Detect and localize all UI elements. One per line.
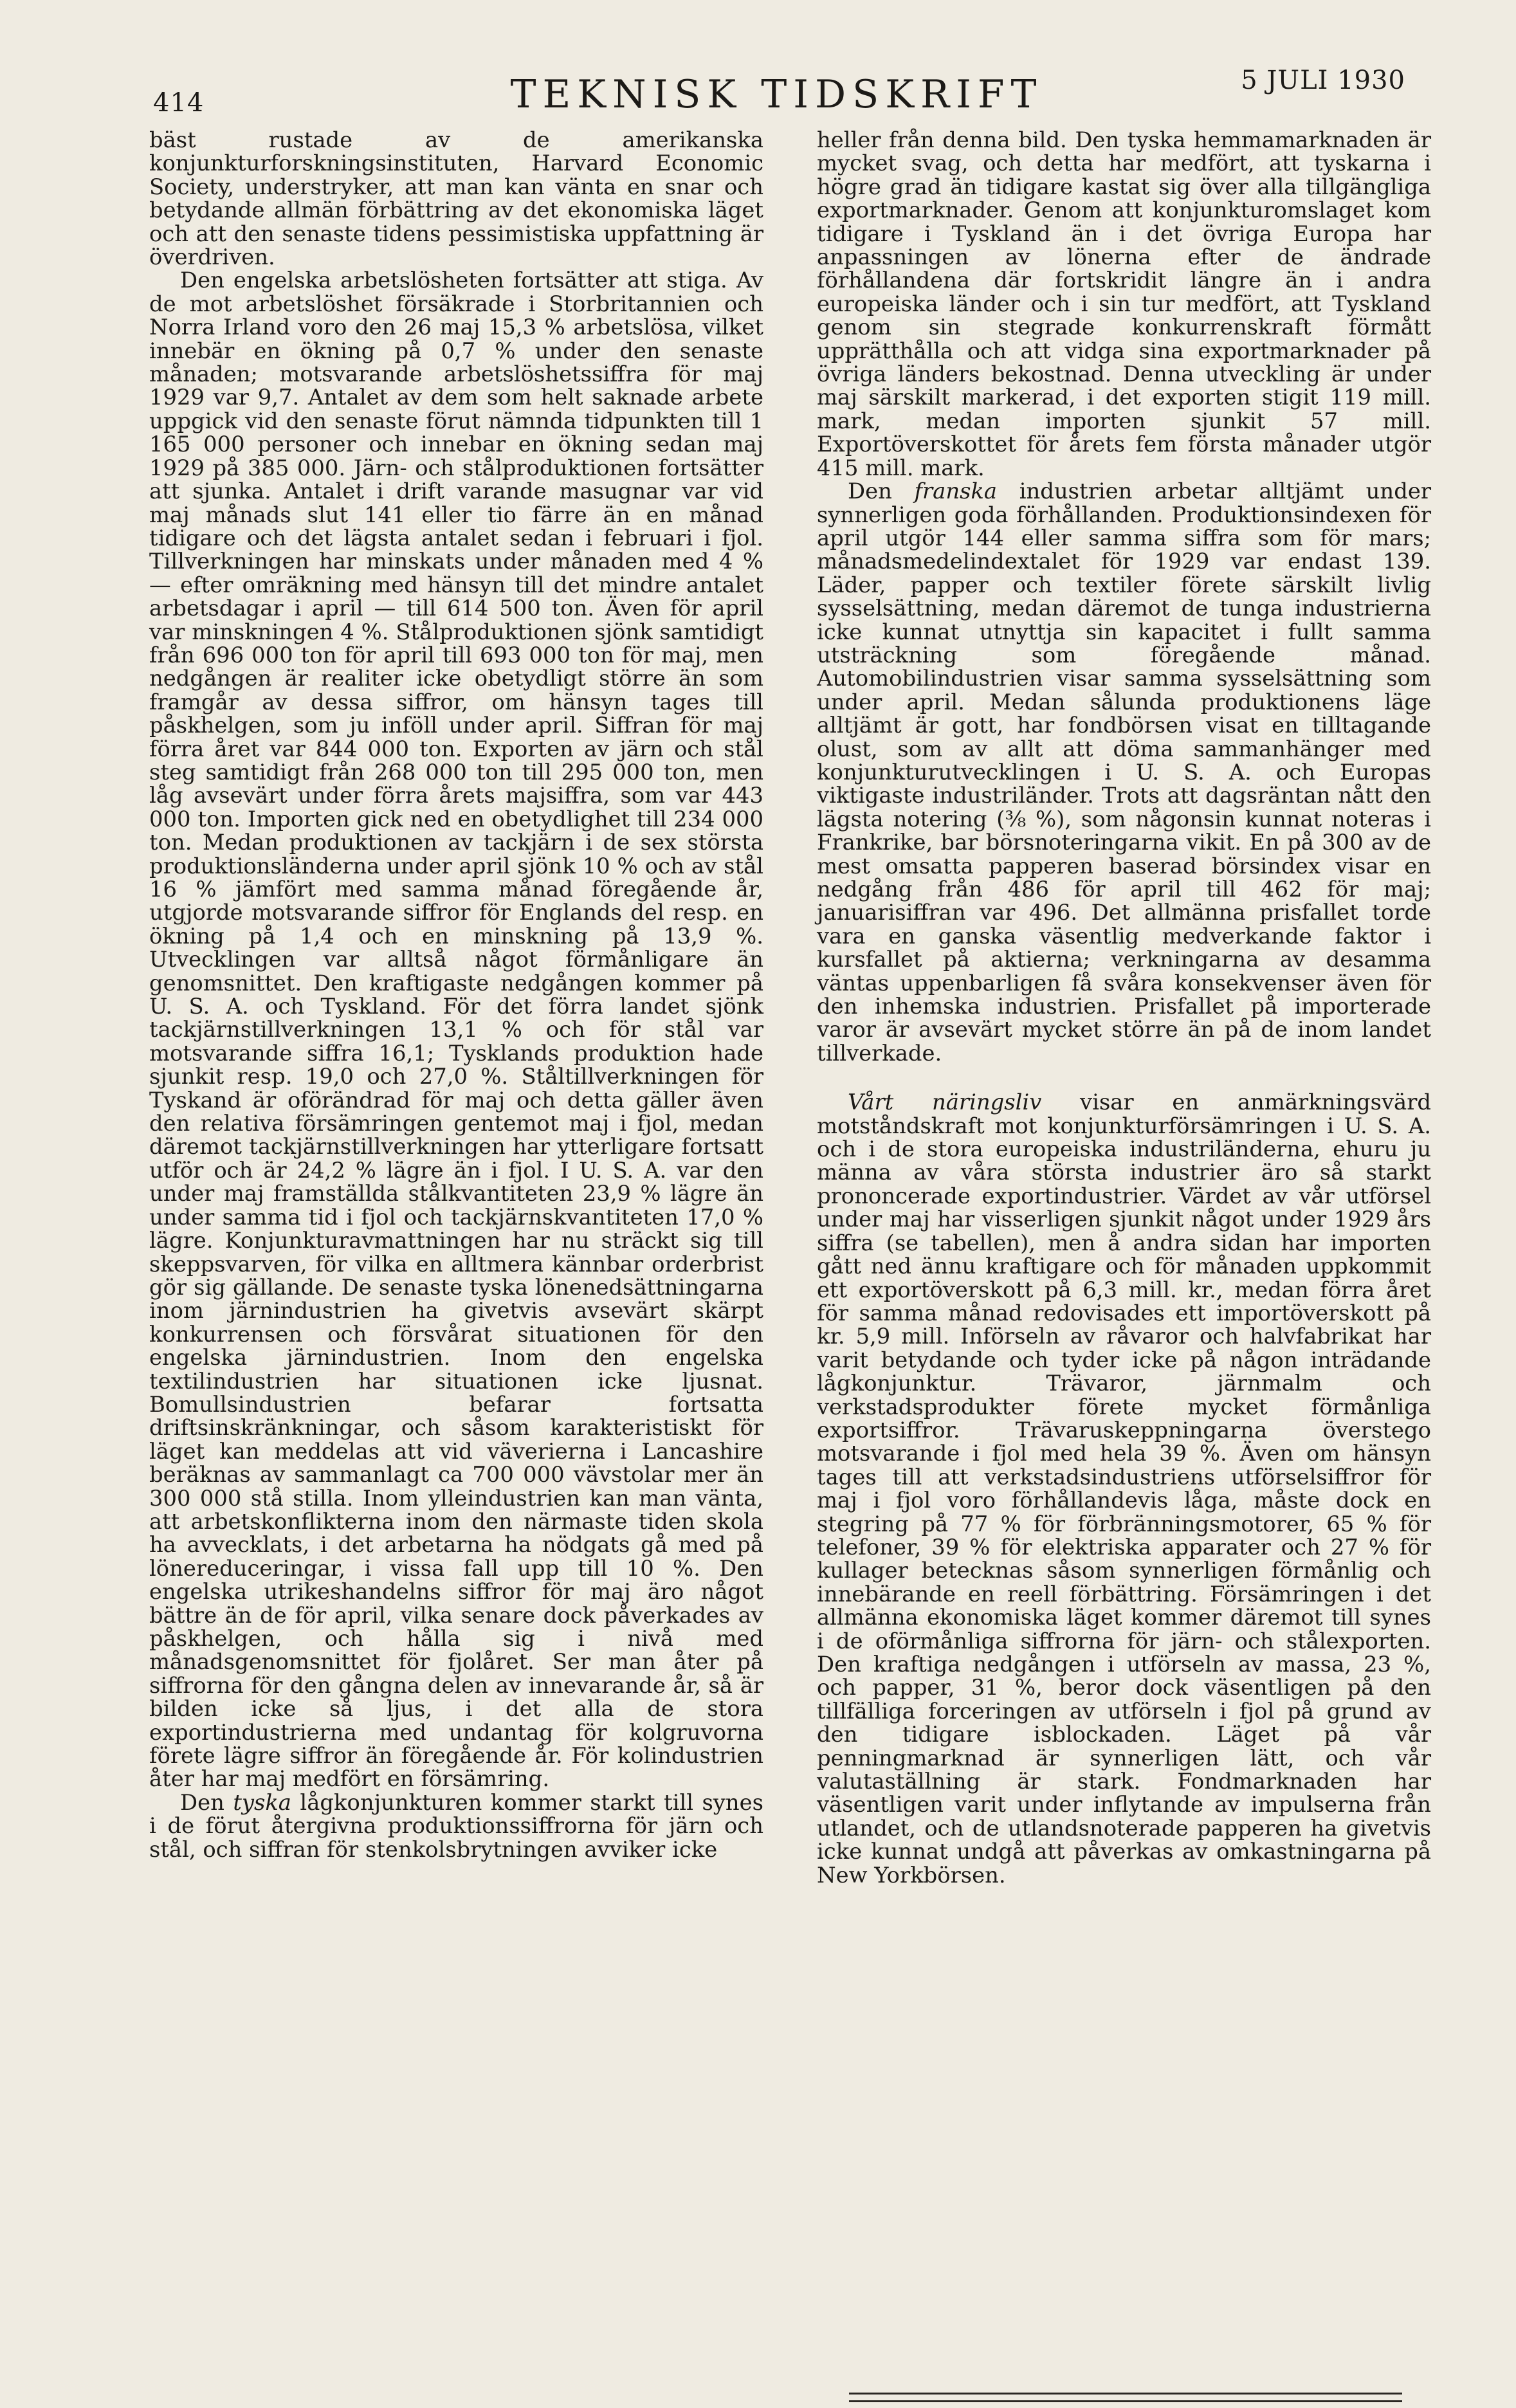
right-column bbox=[817, 129, 1431, 1887]
paragraph-swedish-economy bbox=[817, 1091, 1431, 1887]
journal-title: TEKNISK TIDSKRIFT bbox=[510, 72, 1043, 117]
paragraph-german-slump bbox=[149, 1791, 763, 1861]
paragraph-body: industrien arbetar alltjämt under synnerligen goda förhållanden. Produktionsindexen för april utgör 144 eller samma siffra som för mars; månadsmedelindextalet för 1929 var endast 139. Läder, papper och textiler förete särskilt livlig sysselsättning, medan däremot de tunga industrierna icke kunnat utnyttja sin kapacitet i fullt samma utsträckning som föregående månad. Automobilindustrien visar samma sysselsättning som under april. Medan sålunda produktionens läge alltjämt är gott, har fondbörsen visat en tilltagande olust, som av allt att döma sammanhänger med konjunkturutvecklingen i U. S. A. och Europas viktigaste industriländer. Trots att dagsräntan nått den lägsta notering (⅜ %), som någonsin kunnat noteras i Frankrike, bar börsnoteringarna vikit. En på 300 av de mest omsatta papperen baserad börsindex visar en nedgång från 486 för april till 462 för maj; januarisiffran var 496. Det allmänna prisfallet torde vara en ganska väsentlig medverkande faktor i kursfallet på aktierna; verkningarna av desamma väntas uppenbarligen få svåra konsekvenser även för den inhemska industrien. Prisfallet på importerade varor är avsevärt mycket större än på de inom landet tillverkade. bbox=[817, 479, 1431, 1066]
rule-line bbox=[849, 2400, 1402, 2402]
paragraph-lead: Den bbox=[180, 1789, 233, 1815]
issue-date: 5 JULI 1930 bbox=[1241, 66, 1405, 95]
country-emphasis: tyska bbox=[233, 1789, 291, 1815]
page-header bbox=[148, 59, 1405, 130]
paragraph-body: visar en anmärkningsvärd motståndskraft mot konjunkturförsämringen i U. S. A. och i de stora europeiska industriländerna, ehuru ju männa av våra största industrier äro så starkt prononcerade exportindustrier. Värdet av vår utförsel under maj har visserligen sjunkit något under 1929 års siffra (se tabellen), men å andra sidan har importen gått ned ännu kraftigare och för månaden uppkommit ett exportöverskott på 6,3 mill. kr., medan förra året för samma månad redovisades ett importöverskott på kr. 5,9 mill. Införseln av råvaror och halvfabrikat har varit betydande och tyder icke på någon inträdande lågkonjunktur. Trävaror, järnmalm och verkstadsprodukter förete mycket förmånliga exportsiffror. Trävaruskeppningarna överstego motsvarande i fjol med hela 39 %. Även om hänsyn tages till att verkstadsindustriens utförselsiffror för maj i fjol voro förhållandevis låga, måste dock en stegring på 77 % för förbränningsmotorer, 65 % för telefoner, 39 % för elektriska apparater och 27 % för kullager betecknas såsom synnerligen förmånlig och innebärande en reell förbättring. Försämringen i det allmänna ekonomiska läget kommer däremot till synes i de oförmånliga siffrorna för järn- och stålexporten. Den kraftiga nedgången i utförseln av massa, 23 %, och papper, 31 %, beror dock väsentligen på den tillfälliga forceringen av utförseln i fjol på grund av den tidigare isblockaden. Läget på vår penningmarknad är synnerligen lätt, och vår valutaställning är stark. Fondmarknaden har väsentligen varit under inflytande av impulserna från utlandet, och de utlandsnoterade papperen ha givetvis icke kunnat undgå att påverkas av omkastningarna på New Yorkbörsen. bbox=[817, 1090, 1431, 1888]
country-emphasis: franska bbox=[914, 479, 998, 504]
end-of-article-rule bbox=[849, 2393, 1402, 2408]
paragraph-lead: Den bbox=[848, 479, 915, 504]
paragraph-english-unemployment: Den engelska arbetslösheten fortsätter att stiga. Av de mot arbetslöshet försäkrade i Storbritannien och Norra Irland voro den 26 maj 15,3 % arbetslösa, vilket innebär en ökning på 0,7 % under den senaste månaden; motsvarande arbetslöshetssiffra för maj 1929 var 9,7. Antalet av dem som helt saknade arbete uppgick vid den senaste förut nämnda tidpunkten till 1 165 000 personer och innebar en ökning sedan maj 1929 på 385 000. Järn- och stålproduktionen fortsätter att sjunka. Antalet i drift varande masugnar var vid maj månads slut 141 eller tio färre än en månad tidigare och det lägsta antalet sedan i februari i fjol. Tillverkningen har minskats under månaden med 4 % — efter omräkning med hänsyn till det mindre antalet arbetsdagar i april — till 614 500 ton. Även för april var minskningen 4 %. Stålproduktionen sjönk samtidigt från 696 000 ton för april till 693 000 ton för maj, men nedgången är realiter icke obetydligt större än som framgår av dessa siffror, om hänsyn tages till påskhelgen, som ju inföll under april. Siffran för maj förra året var 844 000 ton. Exporten av järn och stål steg samtidigt från 268 000 ton till 295 000 ton, men låg avsevärt under förra årets majsiffra, som var 443 000 ton. Importen gick ned en obetydlighet till 234 000 ton. Medan produktionen av tackjärn i de sex största produktionsländerna under april sjönk 10 % och av stål 16 % jämfört med samma månad föregående år, utgjorde motsvarande siffror för Englands del resp. en ökning på 1,4 och en minskning på 13,9 %. Utvecklingen var alltså något förmånligare än genomsnittet. Den kraftigaste nedgången kommer på U. S. A. och Tyskland. För det förra landet sjönk tackjärnstillverkningen 13,1 % och för stål var motsvarande siffra 16,1; Tysklands produktion hade sjunkit resp. 19,0 och 27,0 %. Ståltillverkningen för Tyskand är oförändrad för maj och detta gäller även den relativa försämringen gentemot maj i fjol, medan däremot tackjärnstillverkningen har ytterligare fortsatt utför och är 24,2 % lägre än i fjol. I U. S. A. var den under maj framställda stålkvantiteten 23,9 % lägre än under samma tid i fjol och tackjärnskvantiteten 17,0 % lägre. Konjunkturavmattningen har nu sträckt sig till skeppsvarven, för vilka en alltmera kännbar orderbrist gör sig gällande. De senaste tyska lönenedsättningarna inom järnindustrien ha givetvis avsevärt skärpt konkurrensen och försvårat situationen för den engelska järnindustrien. Inom den engelska textilindustrien har situationen icke ljusnat. Bomullsindustrien befarar fortsatta driftsinskränkningar, och såsom karakteristiskt för läget kan meddelas att vid väverierna i Lancashire beräknas av sammanlagt ca 700 000 vävstolar mer än 300 000 stå stilla. Inom ylleindustrien kan man vänta, att arbetskonflikterna inom den närmaste tiden skola ha avvecklats, i det arbetarna ha nödgats gå med på lönereduceringar, i vissa fall upp till 10 %. Den engelska utrikeshandelns siffror för maj äro något bättre än de för april, vilka senare dock påverkades av påskhelgen, och hålla sig i nivå med månadsgenomsnittet för fjolåret. Ser man åter på siffrorna för den gångna delen av innevarande år, så är bilden icke så ljus, i det alla de stora exportindustrierna med undantag för kolgruvorna förete lägre siffror än föregående år. För kolindustrien åter har maj medfört en försämring. bbox=[149, 268, 763, 1792]
paragraph-economic-outlook: bäst rustade av de amerikanska konjunkturforskningsinstituten, Harvard Economic Society, understryker, att man kan vänta en snar och betydande allmän förbättring av det ekonomiska läget och att den senaste tidens pessimistiska uppfattning är överdriven. bbox=[149, 127, 763, 270]
page-number: 414 bbox=[153, 88, 205, 118]
paragraph-body: lågkonjunkturen kommer starkt till synes i de förut återgivna produktionssiffrorna för järn och stål, och siffran för stenkolsbrytningen avviker icke bbox=[149, 1789, 764, 1862]
paragraph-german-trade: heller från denna bild. Den tyska hemmamarknaden är mycket svag, och detta har medfört, att tyskarna i högre grad än tidigare kastat sig över alla tillgängliga exportmarknader. Genom att konjunkturomslaget kom tidigare i Tyskland än i det övriga Europa har anpassningen av lönerna efter de ändrade förhållandena där fortskridit längre än i andra europeiska länder och i sin tur medfört, att Tyskland genom sin stegrade konkurrenskraft förmått upprätthålla och att vidga sina exportmarknader på övriga länders bekostnad. Denna utveckling är under maj särskilt markerad, i det exporten stigit 119 mill. mark, medan importen sjunkit 57 mill. Exportöverskottet för årets fem första månader utgör 415 mill. mark. bbox=[817, 127, 1431, 480]
section-heading: Vårt näringsliv bbox=[848, 1090, 1042, 1115]
left-column bbox=[149, 129, 763, 1861]
paragraph-french-industry bbox=[817, 480, 1431, 1065]
rule-line bbox=[849, 2393, 1402, 2394]
